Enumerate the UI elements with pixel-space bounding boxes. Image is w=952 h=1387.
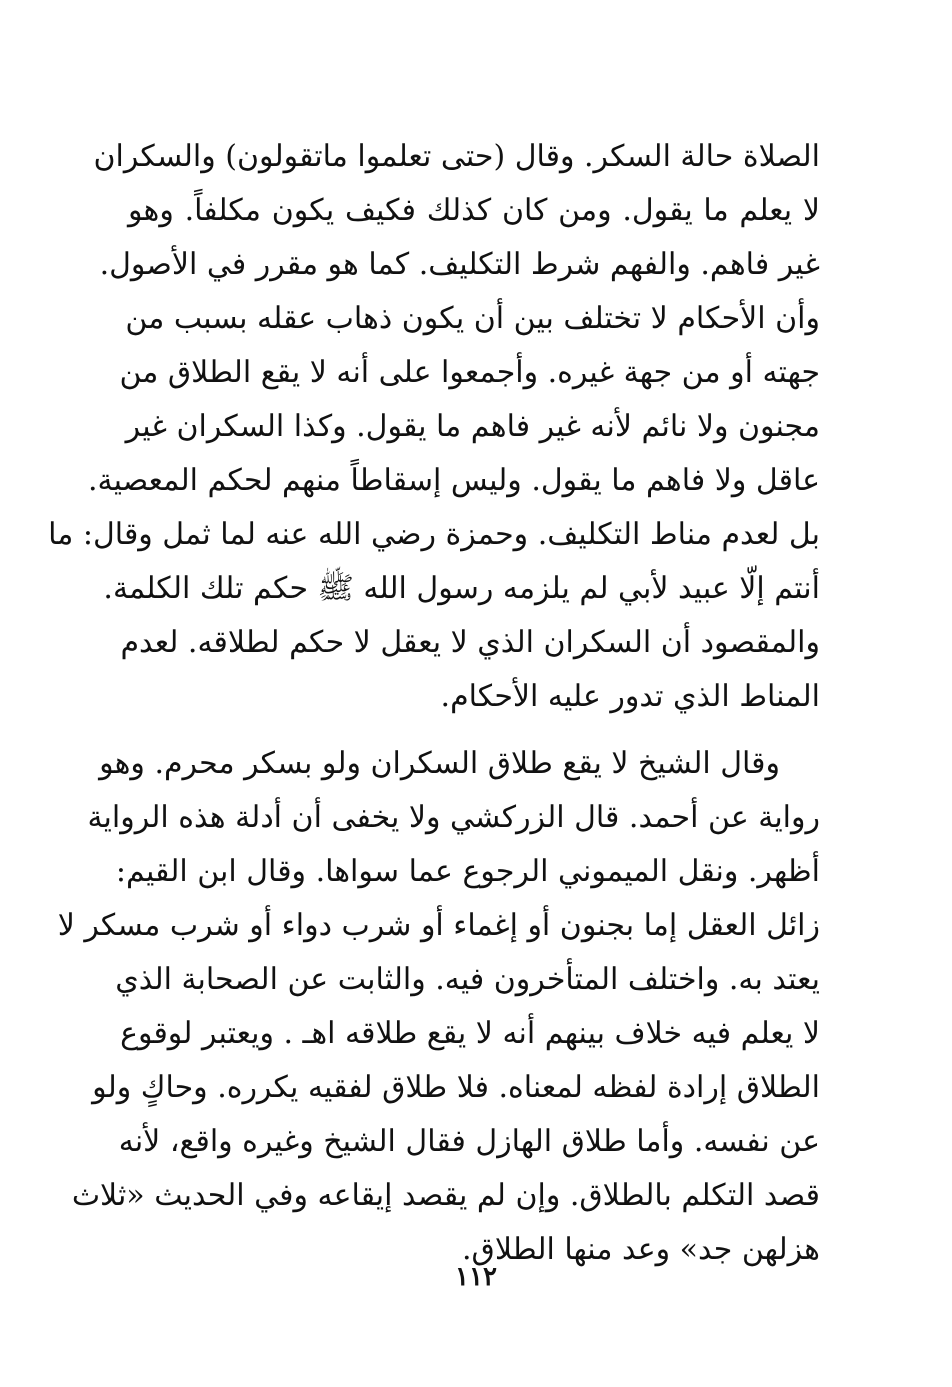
text-line: الصلاة حالة السكر. وقال (حتى تعلموا ماتقولون) والسكران <box>93 139 820 174</box>
text-line: أظهر. ونقل الميموني الرجوع عما سواها. وقال ابن القيم: <box>115 854 820 889</box>
text-line: لا يعلم ما يقول. ومن كان كذلك فكيف يكون مكلفاً. وهو <box>128 193 820 228</box>
text-line: جهته أو من جهة غيره. وأجمعوا على أنه لا يقع الطلاق من <box>119 355 820 390</box>
text-line: لا يعلم فيه خلاف بينهم أنه لا يقع طلاقه اهـ . ويعتبر لوقوع <box>120 1016 820 1051</box>
text-line: الطلاق إرادة لفظه لمعناه. فلا طلاق لفقيه يكرره. وحاكٍ ولو <box>92 1070 820 1105</box>
text-line: غير فاهم. والفهم شرط التكليف. كما هو مقرر في الأصول. <box>99 247 820 282</box>
text-line: بل لعدم مناط التكليف. وحمزة رضي الله عنه لما ثمل وقال: ما <box>48 517 820 552</box>
text-line: هزلهن جد» وعد منها الطلاق. <box>462 1232 820 1267</box>
paragraph-1 <box>48 130 820 724</box>
text-line: أنتم إلّا عبيد لأبي لم يلزمه رسول الله ﷺ حكم تلك الكلمة. <box>103 571 820 606</box>
text-line: قصد التكلم بالطلاق. وإن لم يقصد إيقاعه وفي الحديث «ثلاث <box>71 1178 820 1213</box>
text-line: وقال الشيخ لا يقع طلاق السكران ولو بسكر محرم. وهو <box>99 746 780 781</box>
text-line: يعتد به. واختلف المتأخرون فيه. والثابت عن الصحابة الذي <box>115 962 820 997</box>
text-line: عن نفسه. وأما طلاق الهازل فقال الشيخ وغيره واقع، لأنه <box>118 1124 820 1159</box>
text-line: عاقل ولا فاهم ما يقول. وليس إسقاطاً منهم لحكم المعصية. <box>87 463 820 498</box>
text-line: وأن الأحكام لا تختلف بين أن يكون ذهاب عقله بسبب من <box>125 301 820 336</box>
text-line: المناط الذي تدور عليه الأحكام. <box>440 679 820 714</box>
text-line: مجنون ولا نائم لأنه غير فاهم ما يقول. وكذا السكران غير <box>125 409 820 444</box>
text-line: زائل العقل إما بجنون أو إغماء أو شرب دواء أو شرب مسكر لا <box>57 908 820 943</box>
text-line: رواية عن أحمد. قال الزركشي ولا يخفى أن أدلة هذه الرواية <box>87 800 820 835</box>
text-line: والمقصود أن السكران الذي لا يعقل لا حكم لطلاقه. لعدم <box>120 625 820 660</box>
page-number: ١١٢ <box>455 1262 497 1292</box>
paragraph-2 <box>57 737 820 1277</box>
